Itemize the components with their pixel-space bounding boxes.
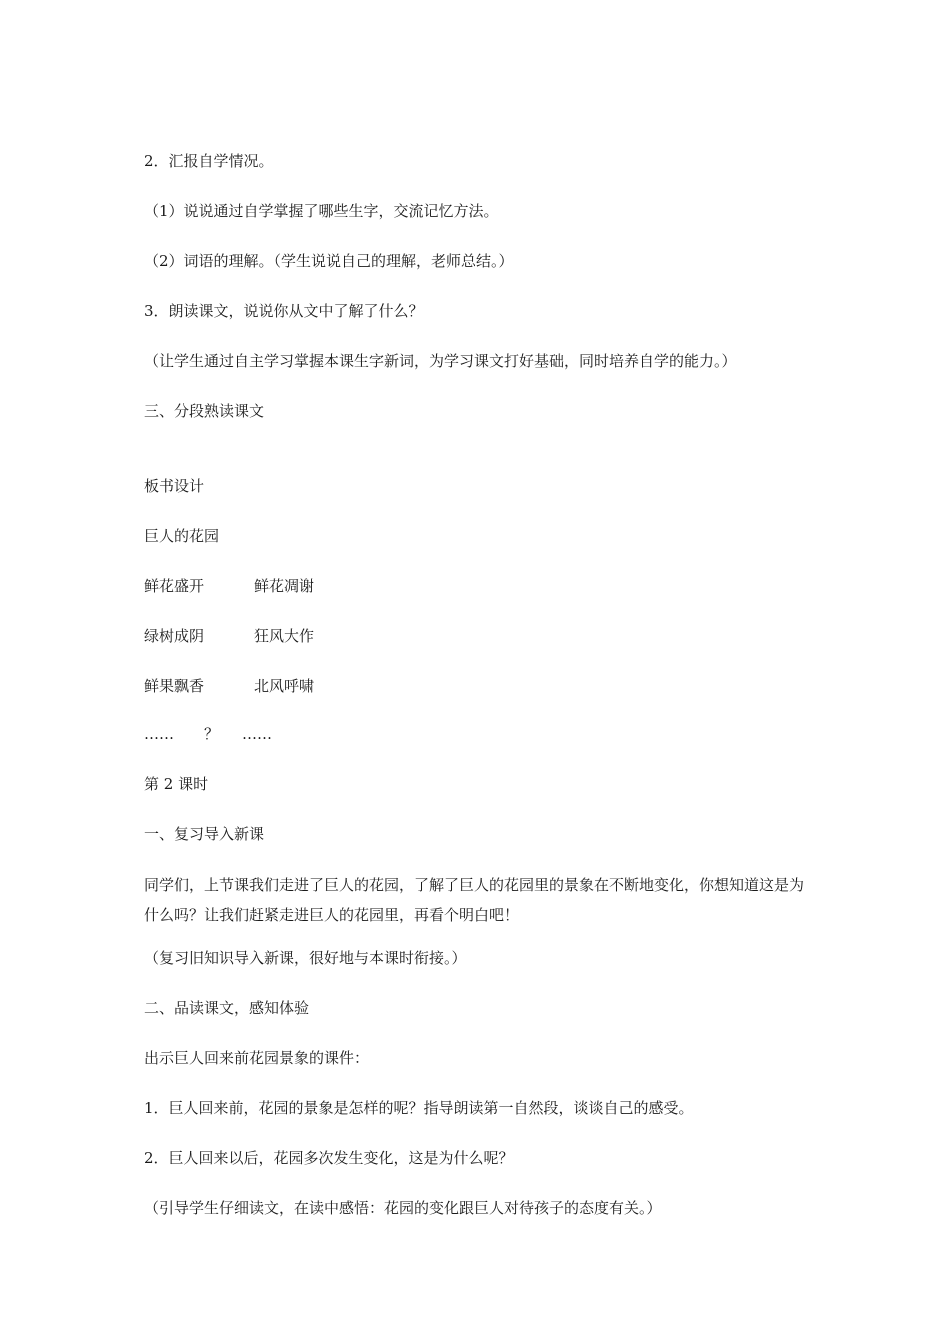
section-1-heading: 一、复习导入新课 [144, 825, 265, 843]
board-left-1: 鲜花盛开 [144, 577, 205, 595]
lesson-2-heading: 第 2 课时 [144, 775, 209, 793]
question-1: 1．巨人回来前，花园的景象是怎样的呢？指导朗读第一自然段，谈谈自己的感受。 [144, 1099, 694, 1117]
board-ellipsis-right: …… [242, 725, 272, 743]
board-left-3: 鲜果飘香 [144, 677, 205, 695]
board-right-2: 狂风大作 [254, 627, 315, 645]
board-ellipsis-left: …… [144, 725, 174, 743]
courseware-intro: 出示巨人回来前花园景象的课件： [144, 1049, 370, 1067]
teaching-note-3: （引导学生仔细读文，在读中感悟：花园的变化跟巨人对待孩子的态度有关。） [144, 1199, 662, 1217]
board-right-3: 北风呼啸 [254, 677, 315, 695]
teaching-note-1: （让学生通过自主学习掌握本课生字新词，为学习课文打好基础，同时培养自学的能力。） [144, 352, 737, 370]
intro-paragraph: 同学们，上节课我们走进了巨人的花园，了解了巨人的花园里的景象在不断地变化，你想知道这是为什么吗？让我们赶紧走进巨人的花园里，再看个明白吧！ [144, 876, 805, 924]
teaching-note-2: （复习旧知识导入新课，很好地与本课时衔接。） [144, 949, 467, 967]
board-question-mark: ？ [204, 725, 220, 743]
board-left-2: 绿树成阴 [144, 627, 205, 645]
board-design-heading: 板书设计 [144, 477, 205, 495]
question-2: 2．巨人回来以后，花园多次发生变化，这是为什么呢？ [144, 1149, 514, 1167]
step-2-report: 2．汇报自学情况。 [144, 152, 274, 170]
board-title: 巨人的花园 [144, 527, 220, 545]
item-2-words: （2）词语的理解。（学生说说自己的理解，老师总结。） [144, 252, 514, 270]
step-3-read-aloud: 3．朗读课文，说说你从文中了解了什么？ [144, 302, 424, 320]
item-1-characters: （1）说说通过自学掌握了哪些生字，交流记忆方法。 [144, 202, 499, 220]
board-right-1: 鲜花凋谢 [254, 577, 315, 595]
section-3-heading: 三、分段熟读课文 [144, 402, 265, 420]
section-2-heading: 二、品读课文，感知体验 [144, 999, 310, 1017]
